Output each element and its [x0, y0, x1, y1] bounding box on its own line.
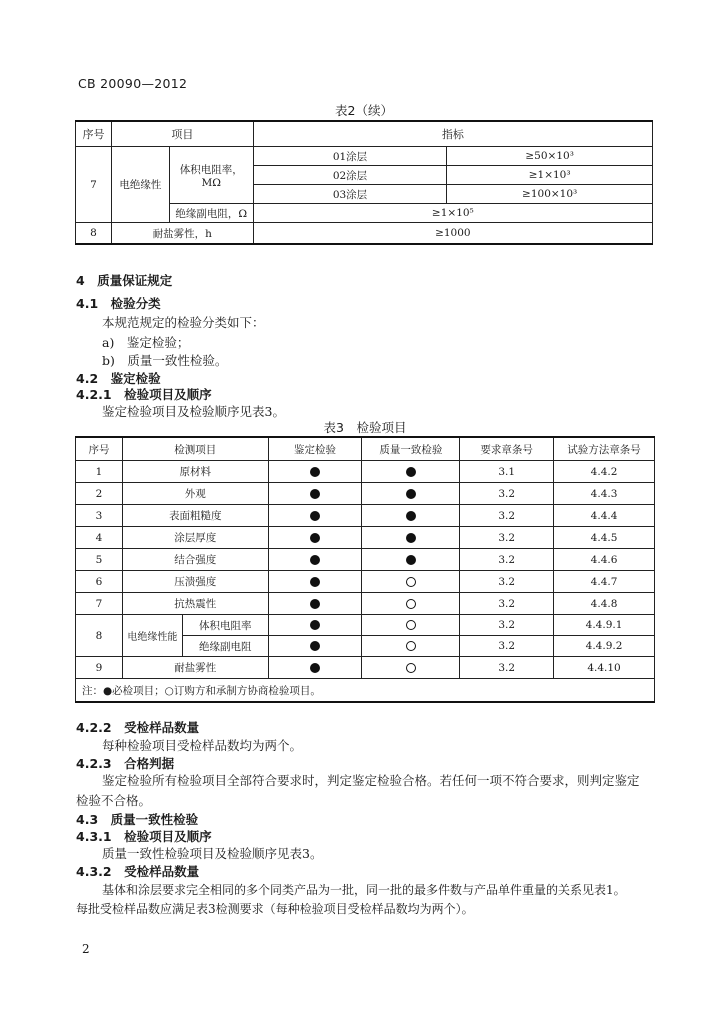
section-4-heading: 4 质量保证规定	[76, 273, 173, 288]
required-dot-icon	[406, 489, 416, 499]
required-dot-icon	[406, 555, 416, 565]
t3-row-req: 3.2	[460, 505, 554, 527]
t2-coat2: 02涂层	[253, 166, 447, 185]
t3-header-conf: 质量一致检验	[362, 437, 460, 461]
t3-row-method: 4.4.3	[554, 483, 655, 505]
t3-row-no: 9	[76, 657, 123, 679]
t3-row-subitem: 体积电阻率	[182, 615, 268, 636]
required-dot-icon	[310, 489, 320, 499]
t3-row-item: 耐盐雾性	[122, 657, 268, 679]
optional-circle-icon	[406, 663, 416, 673]
t3-row-no: 8	[76, 615, 123, 657]
required-dot-icon	[310, 620, 320, 630]
table3	[75, 436, 655, 703]
t3-row-item: 抗热震性	[122, 593, 268, 615]
t3-row-method: 4.4.8	[554, 593, 655, 615]
t2-row8-no: 8	[76, 223, 112, 245]
required-dot-icon	[310, 663, 320, 673]
required-dot-icon	[310, 511, 320, 521]
t3-row-item: 电绝缘性能	[122, 615, 182, 657]
t2-val2: ≥1×10³	[447, 166, 653, 185]
t3-row-method: 4.4.7	[554, 571, 655, 593]
required-dot-icon	[406, 467, 416, 477]
t3-row-no: 3	[76, 505, 123, 527]
table3-caption: 表3 检验项目	[323, 420, 407, 435]
t3-row-req: 3.2	[460, 657, 554, 679]
required-dot-icon	[310, 599, 320, 609]
required-dot-icon	[310, 533, 320, 543]
t3-row-method: 4.4.2	[554, 461, 655, 483]
t2-header-no: 序号	[76, 121, 112, 147]
table-row	[76, 461, 655, 483]
table-row	[76, 527, 655, 549]
section-4-2-1-heading: 4.2.1 检验项目及顺序	[76, 387, 212, 402]
t3-row-method: 4.4.5	[554, 527, 655, 549]
required-dot-icon	[310, 641, 320, 651]
t3-row-req: 3.2	[460, 549, 554, 571]
section-4-1-heading: 4.1 检验分类	[76, 296, 161, 311]
t3-row-subitem: 绝缘副电阻	[182, 636, 268, 657]
required-dot-icon	[310, 555, 320, 565]
t3-header-no: 序号	[76, 437, 123, 461]
table2	[75, 120, 653, 245]
required-dot-icon	[310, 577, 320, 587]
t3-row-req: 3.2	[460, 571, 554, 593]
section-4-3-2-heading: 4.3.2 受检样品数量	[76, 864, 200, 879]
section-4-2-3-text-1: 鉴定检验所有检验项目全部符合要求时，判定鉴定检验合格。若任何一项不符合要求，则判定鉴定	[102, 773, 640, 788]
t3-row-method: 4.4.9.1	[554, 615, 655, 636]
t2-row7-sub1: 体积电阻率，MΩ	[169, 147, 253, 204]
t3-row-req: 3.1	[460, 461, 554, 483]
t3-row-method: 4.4.4	[554, 505, 655, 527]
t3-row-item: 涂层厚度	[122, 527, 268, 549]
t3-row-item: 结合强度	[122, 549, 268, 571]
t3-row-item: 原材料	[122, 461, 268, 483]
section-4-2-1-text: 鉴定检验项目及检验顺序见表3。	[102, 404, 285, 419]
t2-header-index: 指标	[253, 121, 652, 147]
section-4-3-1-text: 质量一致性检验项目及检验顺序见表3。	[102, 846, 323, 861]
table-row	[76, 571, 655, 593]
table3-note: 注：●必检项目；○订购方和承制方协商检验项目。	[76, 679, 655, 703]
t2-coat3: 03涂层	[253, 185, 447, 204]
t2-row7-item: 电绝缘性	[111, 147, 169, 223]
section-4-1-item-a: a) 鉴定检验；	[102, 335, 190, 350]
table-row	[76, 505, 655, 527]
t3-row-no: 7	[76, 593, 123, 615]
t3-row-req: 3.2	[460, 636, 554, 657]
t3-row-req: 3.2	[460, 483, 554, 505]
page-number: 2	[82, 942, 90, 956]
t3-row-no: 1	[76, 461, 123, 483]
section-4-2-heading: 4.2 鉴定检验	[76, 371, 161, 386]
t3-header-qual: 鉴定检验	[268, 437, 362, 461]
section-4-3-heading: 4.3 质量一致性检验	[76, 812, 199, 827]
optional-circle-icon	[406, 620, 416, 630]
t3-row-no: 2	[76, 483, 123, 505]
section-4-2-3-text-2: 检验不合格。	[76, 793, 152, 808]
t3-row-no: 5	[76, 549, 123, 571]
t3-row-no: 4	[76, 527, 123, 549]
t3-row-req: 3.2	[460, 593, 554, 615]
table-row	[76, 483, 655, 505]
t3-row-method: 4.4.9.2	[554, 636, 655, 657]
t2-row7-no: 7	[76, 147, 112, 223]
section-4-2-2-text: 每种检验项目受检样品数均为两个。	[102, 738, 303, 753]
optional-circle-icon	[406, 577, 416, 587]
t2-coat1: 01涂层	[253, 147, 447, 166]
required-dot-icon	[406, 511, 416, 521]
t3-header-req: 要求章条号	[460, 437, 554, 461]
t2-val1: ≥50×10³	[447, 147, 653, 166]
t3-row-item: 外观	[122, 483, 268, 505]
section-4-2-3-heading: 4.2.3 合格判据	[76, 756, 175, 771]
section-4-3-2-text-2: 每批受检样品数应满足表3检测要求（每种检验项目受检样品数均为两个）。	[76, 902, 474, 916]
t3-row-method: 4.4.6	[554, 549, 655, 571]
table2-caption: 表2（续）	[335, 103, 393, 118]
t3-row-no: 6	[76, 571, 123, 593]
t3-row-req: 3.2	[460, 615, 554, 636]
table-row	[76, 615, 655, 636]
section-4-3-2-text-1: 基体和涂层要求完全相同的多个同类产品为一批，同一批的最多件数与产品单件重量的关系见表1。	[102, 883, 626, 897]
standard-code: CB 20090—2012	[78, 76, 188, 91]
section-4-1-item-b: b) 质量一致性检验。	[102, 353, 228, 368]
t2-val3: ≥100×10³	[447, 185, 653, 204]
t3-row-item: 压溃强度	[122, 571, 268, 593]
table-row	[76, 593, 655, 615]
t2-row7-sub2: 绝缘副电阻，Ω	[169, 204, 253, 223]
section-4-1-text: 本规范规定的检验分类如下：	[102, 315, 265, 330]
section-4-2-2-heading: 4.2.2 受检样品数量	[76, 720, 200, 735]
required-dot-icon	[406, 533, 416, 543]
table-row	[76, 657, 655, 679]
t3-row-item: 表面粗糙度	[122, 505, 268, 527]
t2-header-item: 项目	[111, 121, 253, 147]
t3-header-method: 试验方法章条号	[554, 437, 655, 461]
required-dot-icon	[310, 467, 320, 477]
table-row	[76, 549, 655, 571]
t2-row8-item: 耐盐雾性，h	[111, 223, 253, 245]
t2-val4: ≥1×10⁵	[253, 204, 652, 223]
t3-header-item: 检测项目	[122, 437, 268, 461]
section-4-3-1-heading: 4.3.1 检验项目及顺序	[76, 829, 212, 844]
t3-row-req: 3.2	[460, 527, 554, 549]
t2-row8-val: ≥1000	[253, 223, 652, 245]
optional-circle-icon	[406, 641, 416, 651]
optional-circle-icon	[406, 599, 416, 609]
t3-row-method: 4.4.10	[554, 657, 655, 679]
